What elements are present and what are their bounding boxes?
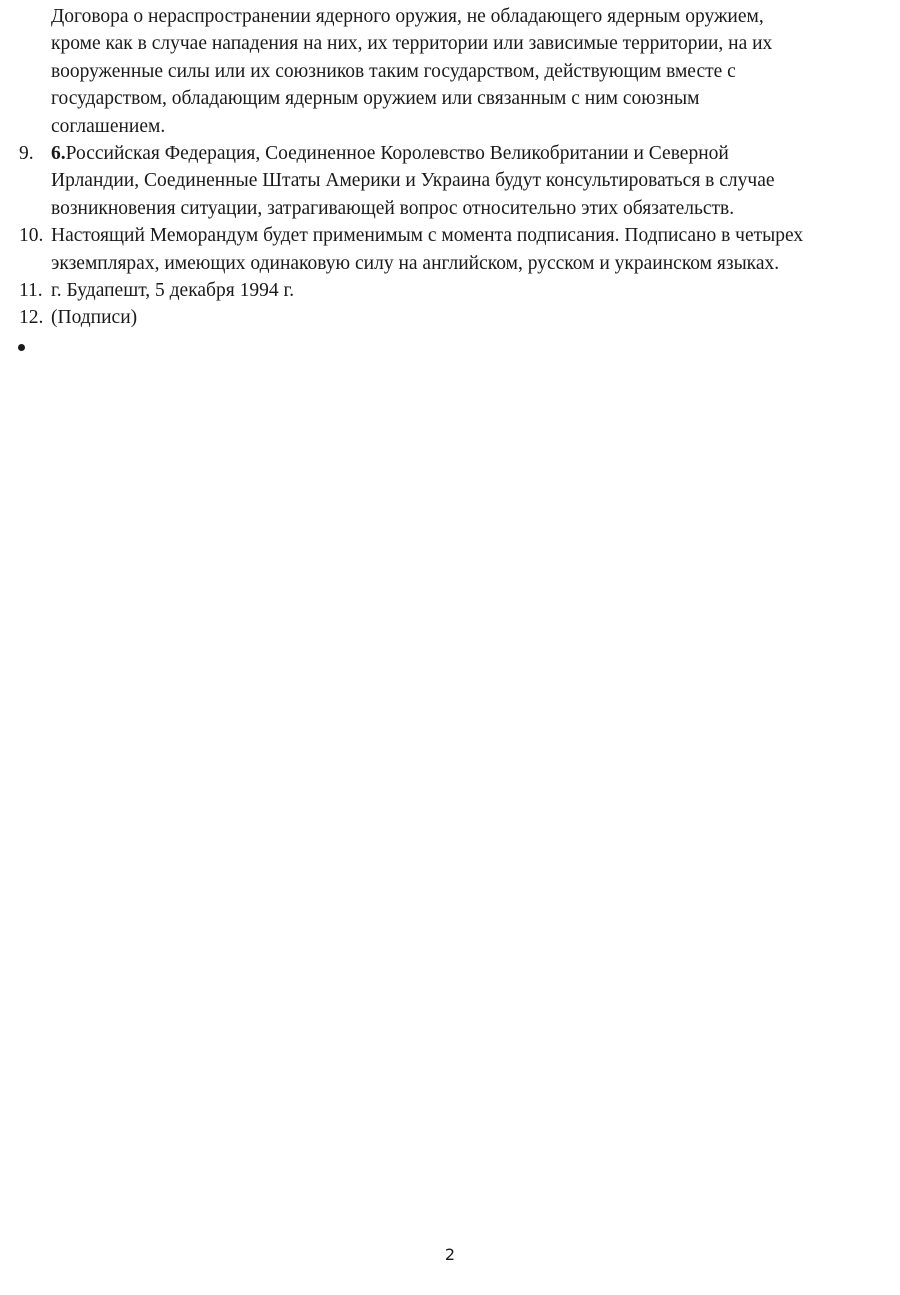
bold-prefix: 6. [51, 143, 66, 165]
paragraph-line: соглашением. [51, 115, 166, 137]
paragraph-line: Договора о нераспространении ядерного оружия, не обладающего ядерным оружием, [51, 6, 764, 27]
list-item-number: 10. [19, 225, 44, 247]
list-item-line: Настоящий Меморандум будет применимым с момента подписания. Подписано в четырех [51, 225, 804, 247]
paragraph-line: вооруженные силы или их союзников таким государством, действующим вместе с [51, 60, 736, 82]
list-item-11 [0, 277, 881, 304]
paragraph-line: кроме как в случае нападения на них, их территории или зависимые территории, на их [51, 33, 773, 55]
list-item-line: экземплярах, имеющих одинаковую силу на английском, русском и украинском языках. [51, 252, 780, 274]
list-item-line: Ирландии, Соединенные Штаты Америки и Украина будут консультироваться в случае [51, 170, 775, 192]
bullet-icon [18, 344, 25, 351]
list-item-line: г. Будапешт, 5 декабря 1994 г. [51, 280, 295, 302]
document-body [0, 3, 900, 359]
list-item-line: возникновения ситуации, затрагивающей вопрос относительно этих обязательств. [51, 197, 735, 219]
list-item-line: (Подписи) [51, 307, 138, 329]
page-number: 2 [444, 1245, 456, 1264]
list-item-10 [0, 222, 881, 277]
paragraph-line: государством, обладающим ядерным оружием или связанным с ним союзным [51, 88, 700, 110]
list-item-line [51, 140, 881, 167]
empty-bullet-item [0, 332, 900, 359]
list-item-text: Российская Федерация, Соединенное Королевство Великобритании и Северной [65, 143, 729, 165]
list-item-number: 12. [19, 307, 44, 329]
continued-paragraph [0, 3, 871, 140]
list-item-12 [0, 304, 881, 331]
list-item-number: 9. [19, 143, 34, 165]
list-item-9 [0, 140, 881, 222]
list-item-number: 11. [19, 280, 43, 302]
